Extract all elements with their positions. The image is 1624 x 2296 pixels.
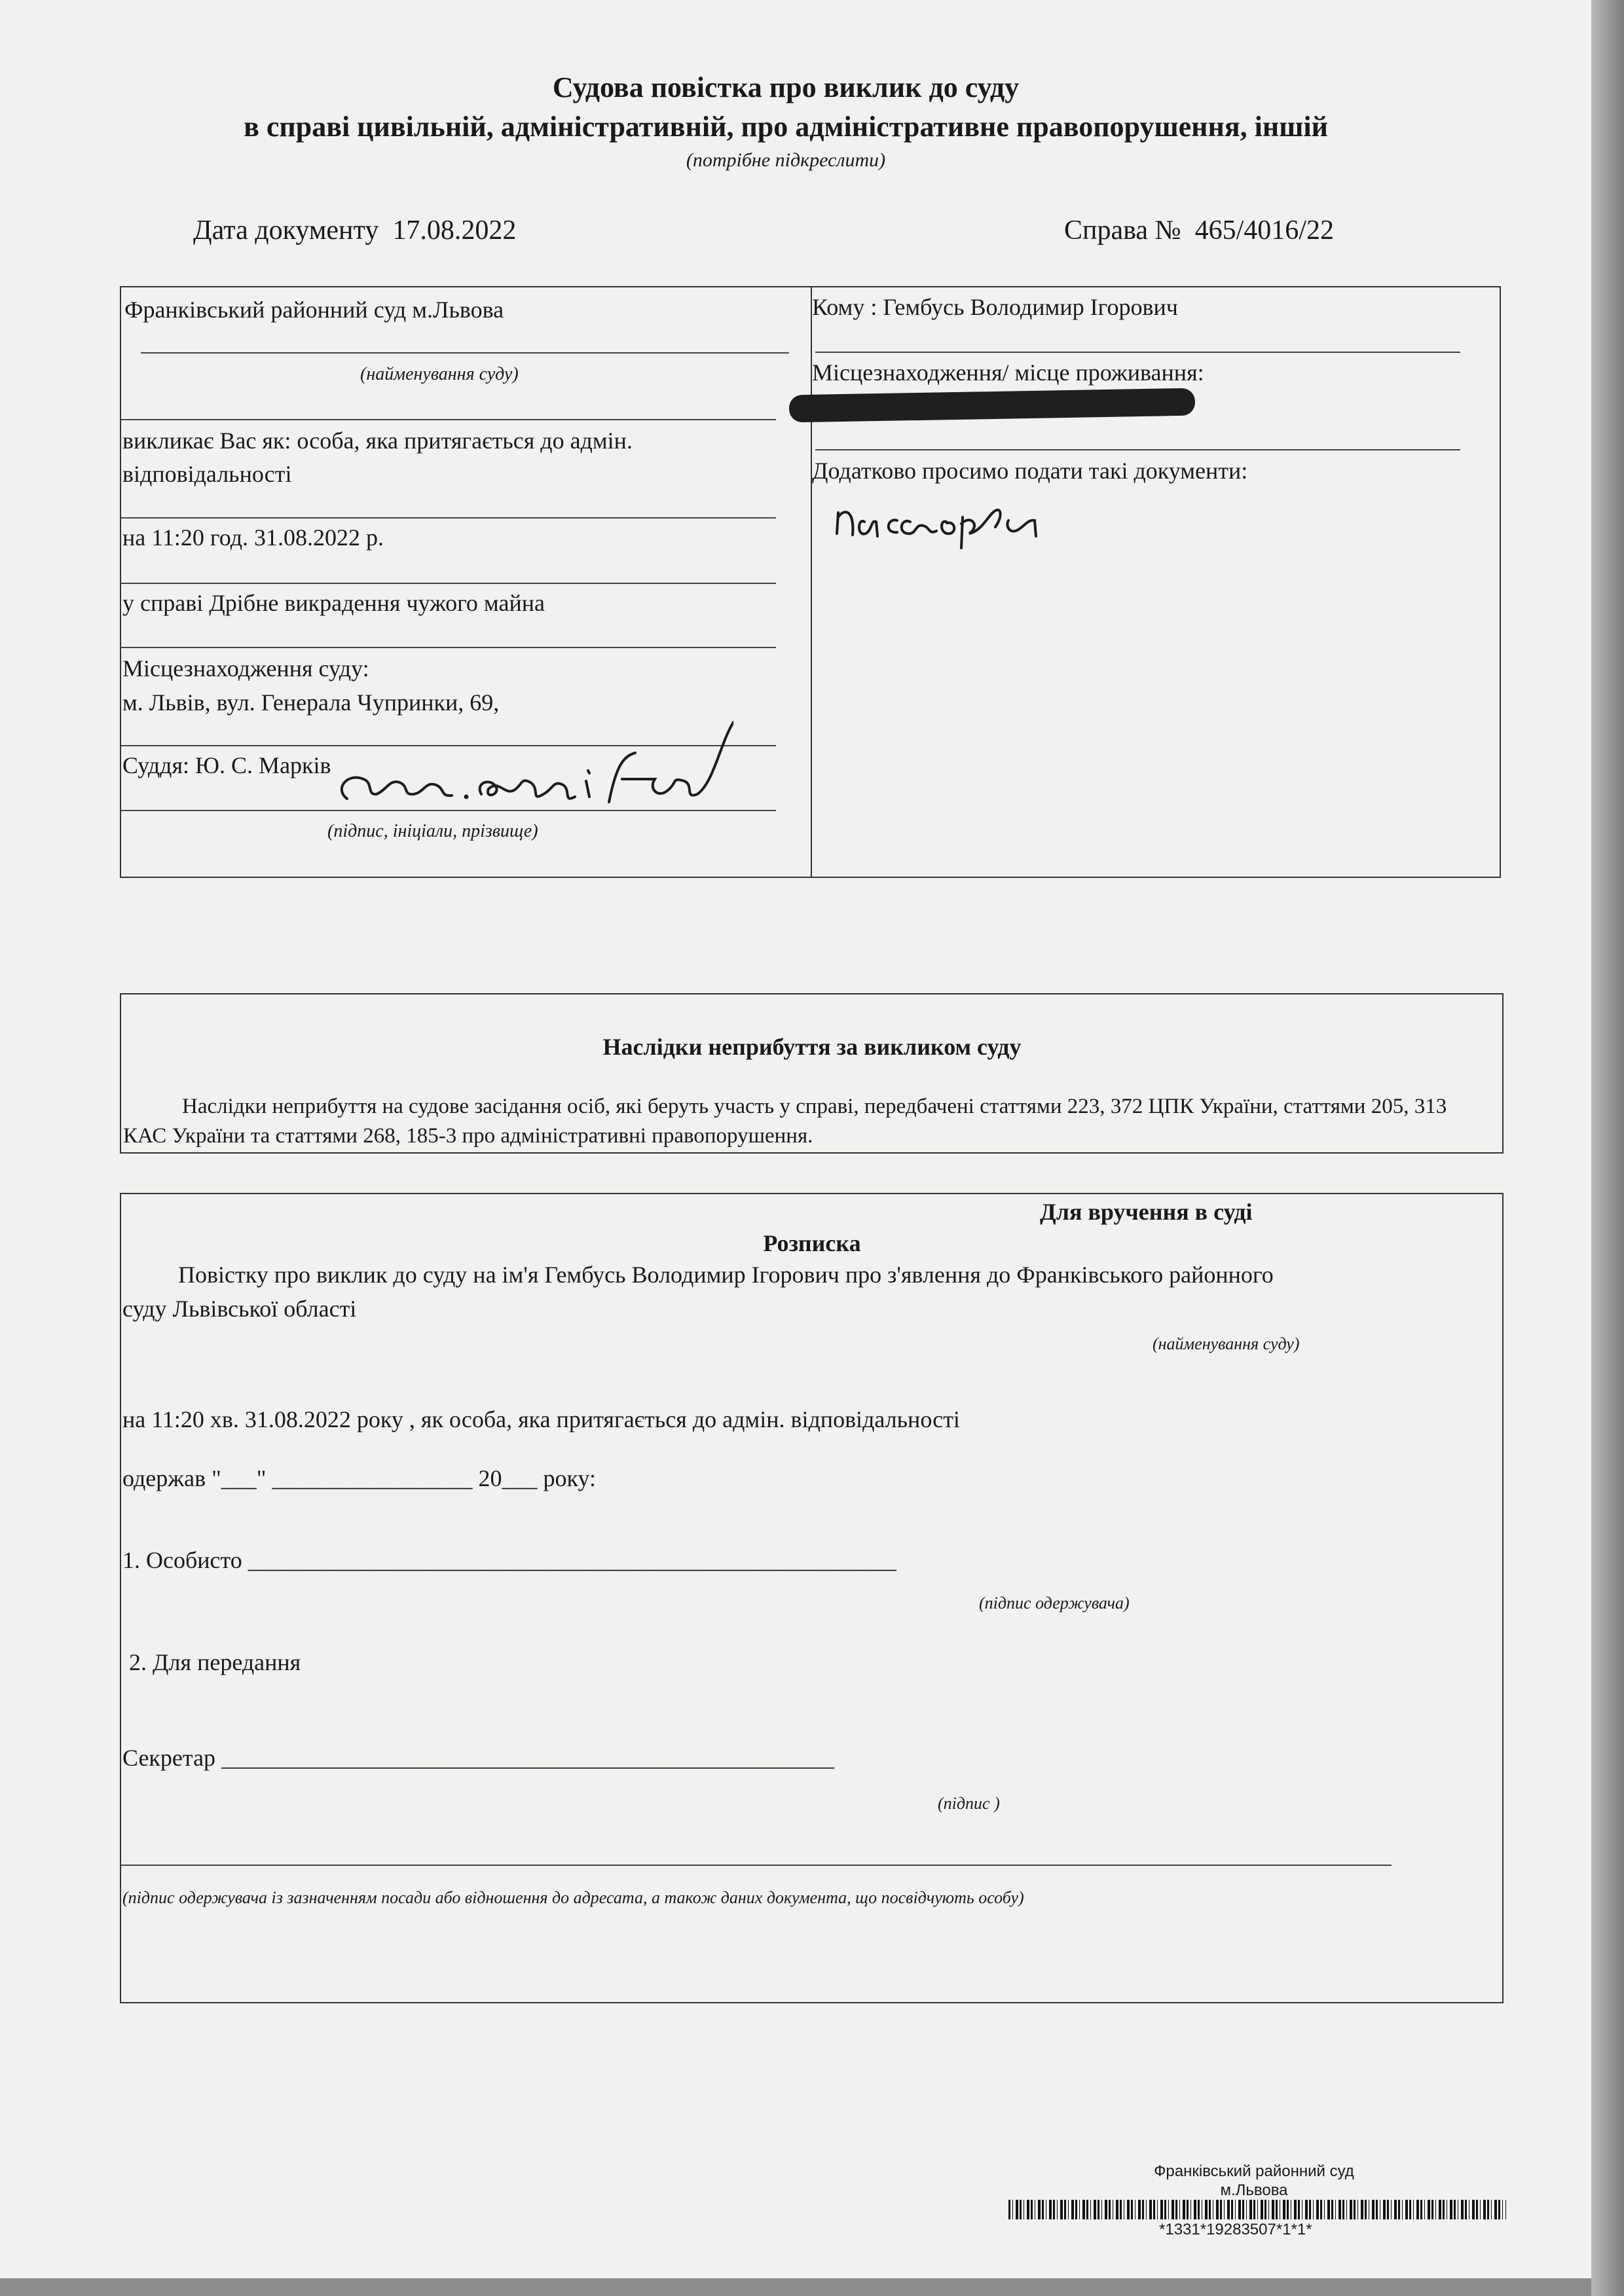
subtitle: (потрібне підкреслити)	[686, 149, 886, 171]
title-line-1: Судова повістка про виклик до суду	[552, 71, 1020, 103]
title-line-2: в справі цивільній, адміністративній, про адміністративне правопорушення, іншій	[244, 111, 1328, 143]
recipient-details-caption: (підпис одержувача із зазначенням посади або відношення до адресата, а також даних документа, що посвідчують особу)	[122, 1888, 1024, 1907]
secretary-line: Секретар ____________________________________________________	[122, 1745, 835, 1771]
footer-court-line-1: Франківський районний суд	[1154, 2162, 1354, 2180]
signature-caption: (підпис, ініціали, прізвище)	[327, 821, 538, 841]
separator-2	[121, 517, 776, 519]
address-label: Місцезнаходження/ місце проживання:	[812, 359, 1204, 386]
barcode	[1008, 2200, 1506, 2219]
consequences-text: Наслідки неприбуття на судове засідання осіб, які беруть участь у справі, передбачені статтями 223, 372 ЦПК України, статтями 205, 313 КАС України та статтями 268, 185-3 про адміністративні правопорушення.	[123, 1095, 1447, 1148]
recipient-name: Кому : Гембусь Володимир Ігорович	[812, 294, 1178, 320]
extra-docs-label: Додатково просимо подати такі документи:	[812, 458, 1248, 484]
recipient-line	[815, 352, 1460, 353]
address-line	[815, 449, 1460, 450]
for-transfer-line: 2. Для передання	[129, 1649, 301, 1675]
received-date-line: одержав "___" _________________ 20___ року:	[122, 1465, 597, 1491]
court-location-label: Місцезнаходження суду:	[122, 655, 369, 682]
document-date	[193, 215, 516, 246]
judge-name: Суддя: Ю. С. Марків	[122, 752, 331, 778]
secretary-signature-caption: (підпис )	[938, 1794, 1000, 1813]
judge-signature	[327, 717, 733, 828]
recipient-details-line	[121, 1865, 1392, 1866]
scan-edge	[1591, 0, 1624, 2296]
court-name-line	[141, 352, 789, 354]
court-name: Франківський районний суд м.Львова	[124, 297, 504, 323]
receipt-court-caption: (найменування суду)	[1153, 1334, 1300, 1353]
case-value: 465/4016/22	[1194, 215, 1334, 246]
separator-1	[121, 419, 776, 420]
date-label: Дата документу	[193, 215, 379, 246]
receipt-body-line-2: суду Львівської області	[122, 1296, 357, 1322]
barcode-text: *1331*19283507*1*1*	[1159, 2221, 1312, 2238]
scan-bottom-edge	[0, 2278, 1591, 2296]
handwritten-passport	[832, 488, 1074, 553]
separator-3	[121, 583, 776, 584]
case-subject: у справі Дрібне викрадення чужого майна	[122, 590, 545, 616]
case-number	[1064, 215, 1334, 246]
receipt-title: Розписка	[763, 1230, 861, 1256]
signature-line	[121, 810, 776, 811]
receipt-body-line-1: Повістку про виклик до суду на ім'я Гембусь Володимир Ігорович про з'явлення до Франківського районного	[178, 1262, 1274, 1288]
for-court-label: Для вручення в суді	[1040, 1199, 1253, 1225]
consequences-title: Наслідки неприбуття за викликом суду	[602, 1034, 1022, 1060]
recipient-signature-caption: (підпис одержувача)	[979, 1594, 1130, 1613]
receipt-time-line: на 11:20 хв. 31.08.2022 року , як особа, яка притягається до адмін. відповідальності	[122, 1406, 960, 1432]
court-name-caption: (найменування суду)	[360, 364, 519, 384]
separator-4	[121, 647, 776, 648]
summons-as-line-2: відповідальності	[122, 461, 292, 487]
summons-as-line-1: викликає Вас як: особа, яка притягається до адмін.	[122, 428, 633, 454]
date-value: 17.08.2022	[392, 215, 517, 246]
court-location-value: м. Львів, вул. Генерала Чупринки, 69,	[122, 689, 500, 716]
footer-court-line-2: м.Львова	[1220, 2181, 1288, 2199]
personally-line: 1. Особисто _______________________________________________________	[122, 1547, 896, 1573]
case-label: Справа №	[1064, 215, 1181, 246]
hearing-time: на 11:20 год. 31.08.2022 р.	[122, 524, 384, 551]
